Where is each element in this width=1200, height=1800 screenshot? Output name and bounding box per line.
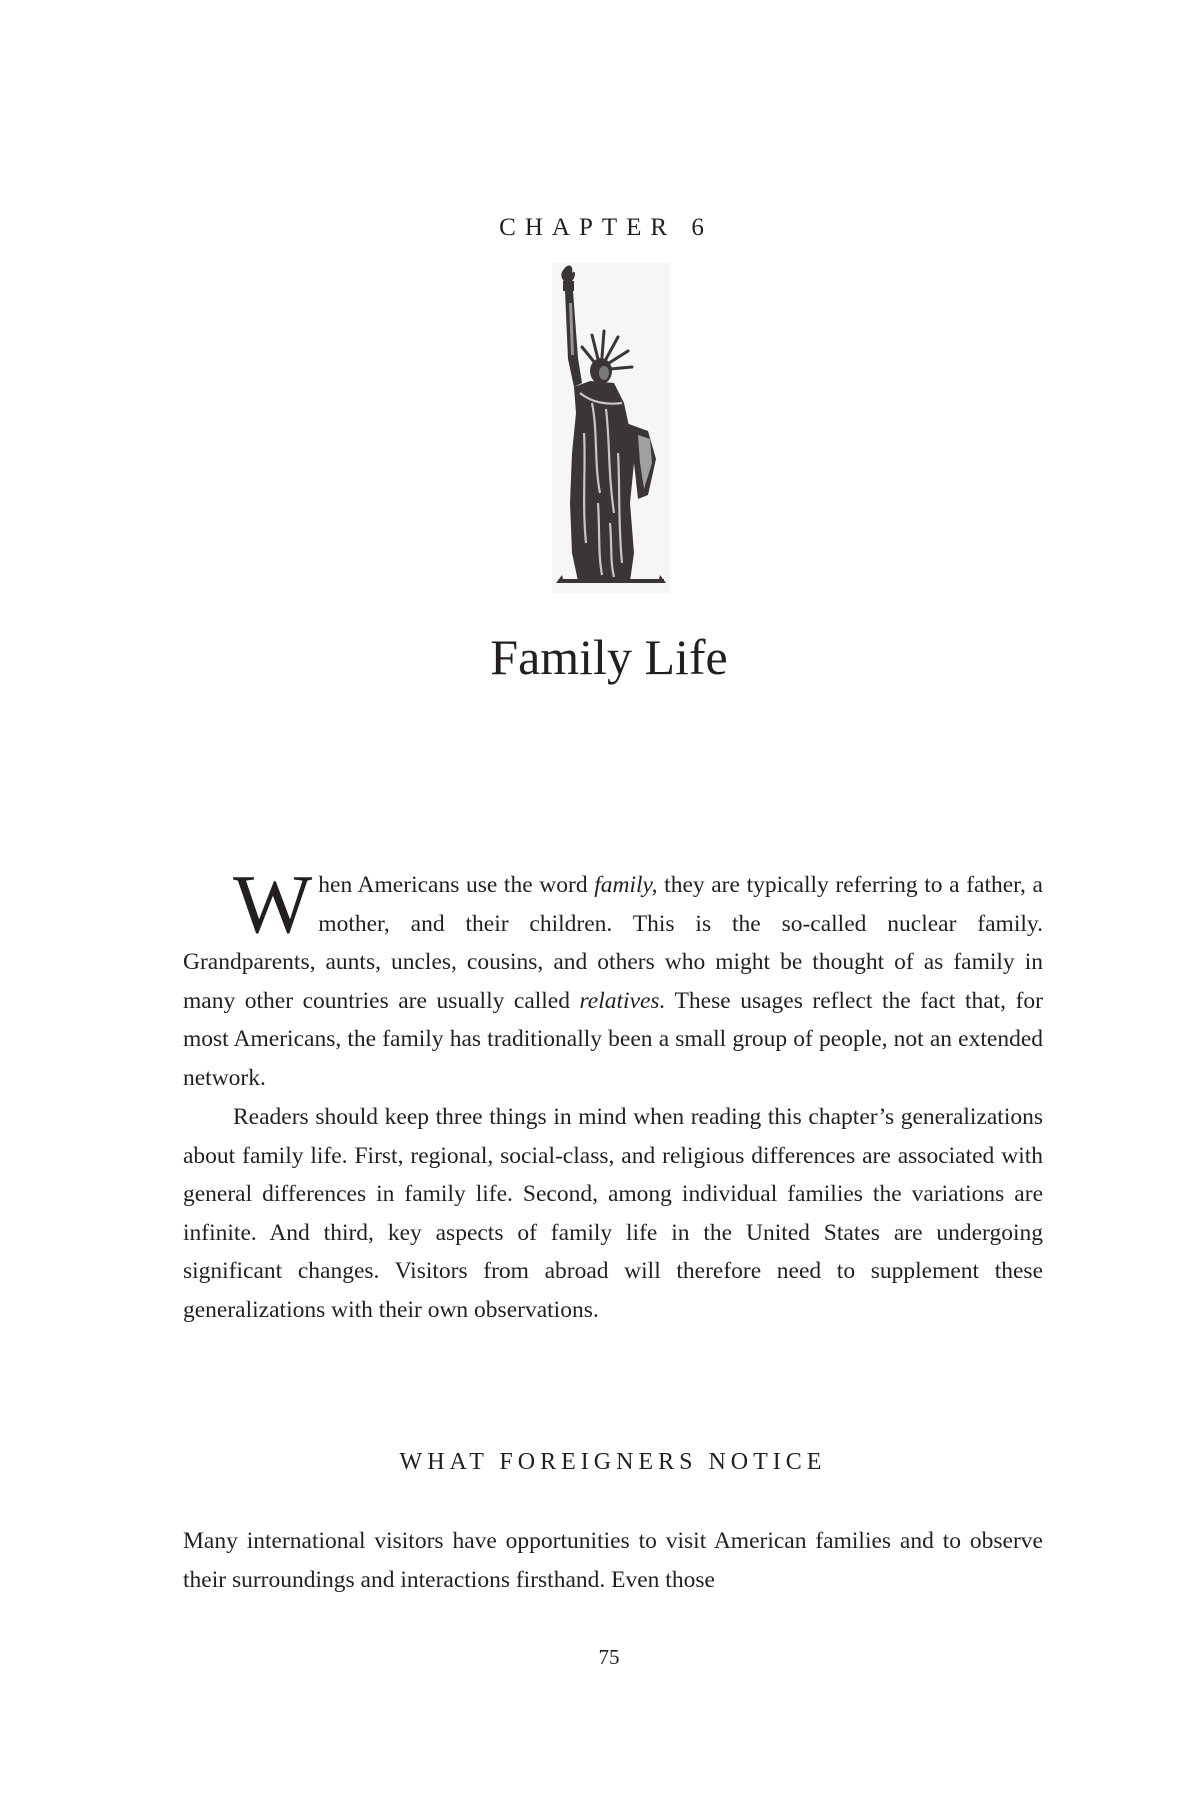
section-paragraph-text: Many international visitors have opportunities to visit American families and to observe their surroundings and interactions firsthand. Even those: [183, 1528, 1043, 1593]
second-paragraph-text: Readers should keep three things in mind when reading this chapter’s generalizations about family life. First, regional, social-class, and religious differences are associated with general differences in family life. Second, among individual families the variations are infinite. And third, key aspects of family life in the United States are undergoing significant changes. Visitors from abroad will therefore need to supplement these generalizations with their own observations.: [183, 1104, 1043, 1323]
chapter-label: CHAPTER 6: [499, 214, 713, 241]
section-paragraph: [183, 1522, 1043, 1599]
section-heading: WHAT FOREIGNERS NOTICE: [399, 1449, 827, 1475]
intro-text-3: These usages reflect the fact that, for most Americans, the family has traditionally been a small group of people, not an extended network.: [183, 987, 1043, 1091]
chapter-title: Family Life: [490, 629, 728, 685]
page-number: 75: [598, 1645, 620, 1669]
intro-emphasis-relatives: relatives.: [579, 987, 666, 1014]
intro-emphasis-family: family,: [594, 872, 658, 898]
intro-text-2: they are typically referring to a father, a mother, and their children. This is the so-called nuclear family. Grandparents, aunts, uncles, cousins, and others who might be thought of as family in many other countries are usually called: [183, 872, 1043, 1014]
drop-cap: W: [233, 858, 313, 951]
statue-of-liberty-icon: [552, 263, 670, 593]
intro-paragraph: [183, 858, 1043, 1097]
intro-text-1: hen Americans use the word: [318, 872, 595, 898]
second-paragraph: [183, 1098, 1043, 1329]
